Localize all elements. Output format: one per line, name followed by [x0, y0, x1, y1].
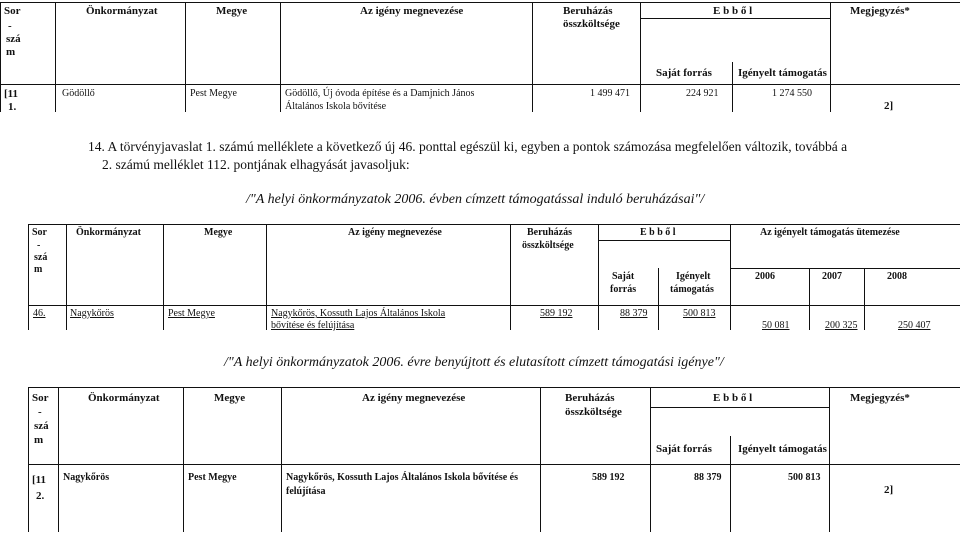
row-igeny-2: felújítása	[286, 486, 326, 497]
header-osszkoltseg-1: Beruházás	[527, 227, 572, 238]
header-year-2007: 2007	[822, 271, 842, 282]
row-megye: Pest Megye	[190, 88, 237, 99]
header-osszkoltseg-1: Beruházás	[565, 392, 615, 404]
header-megjegyzes: Megjegyzés*	[850, 5, 910, 17]
header-onkormanyzat: Önkormányzat	[88, 392, 160, 404]
header-igeny: Az igény megnevezése	[362, 392, 466, 404]
row-igeny-1: Nagykőrös, Kossuth Lajos Általános Iskola bővítése és	[286, 472, 518, 483]
row-sor-2: 1.	[8, 101, 17, 113]
row-onkormanyzat: Gödöllő	[62, 88, 95, 99]
header-sor-sza: szá	[6, 33, 21, 45]
header-megye: Megye	[216, 5, 248, 17]
header-sor-dash: -	[8, 20, 12, 32]
header-sor-dash: -	[38, 406, 42, 418]
header-sajat-2: forrás	[610, 284, 637, 295]
header-sor-sza: szá	[34, 252, 48, 263]
row-igenyelt: 500 813	[788, 472, 821, 483]
header-sajat-1: Saját	[612, 271, 635, 282]
header-sor: Sor	[4, 5, 21, 17]
row-osszkoltseg: 589 192	[540, 308, 573, 319]
row-igeny-2: bővítése és felújítása	[271, 320, 355, 331]
amendment-text-line-1: 14. A törvényjavaslat 1. számú melléklete a következő új 46. ponttal egészül ki, egyben a pontok számozása megfelelően változik, továbbá a	[88, 139, 848, 154]
row-igenyelt: 500 813	[683, 308, 716, 319]
header-sor-m: m	[34, 264, 43, 275]
row-sor-1: [11	[32, 474, 47, 486]
header-osszkoltseg-1: Beruházás	[563, 5, 613, 17]
header-sor-m: m	[34, 434, 44, 446]
amendment-text-line-2: 2. számú melléklet 112. pontjának elhagyását javasoljuk:	[102, 157, 410, 172]
row-megye: Pest Megye	[188, 472, 237, 483]
row-2007: 200 325	[825, 320, 858, 331]
header-osszkoltseg-2: összköltsége	[563, 18, 620, 30]
header-ebbol: E b b ő l	[713, 392, 753, 404]
header-sor-m: m	[6, 46, 16, 58]
header-megjegyzes: Megjegyzés*	[850, 392, 910, 404]
header-sor-dash: -	[37, 240, 41, 251]
header-utemezes: Az igényelt támogatás ütemezése	[760, 227, 900, 238]
header-igeny: Az igény megnevezése	[348, 227, 442, 238]
header-megye: Megye	[214, 392, 246, 404]
header-year-2008: 2008	[887, 271, 907, 282]
row-onkormanyzat: Nagykőrös	[70, 308, 114, 319]
header-ebbol: E b b ő l	[640, 227, 676, 238]
header-sor: Sor	[32, 227, 47, 238]
section-heading-2: /"A helyi önkormányzatok 2006. évre benyújtott és elutasított címzett támogatási igénye"/	[224, 355, 724, 370]
header-igenyelt-2: támogatás	[670, 284, 714, 295]
row-sajat: 88 379	[620, 308, 648, 319]
row-2008: 250 407	[898, 320, 931, 331]
row-megye: Pest Megye	[168, 308, 215, 319]
header-megye: Megye	[204, 227, 233, 238]
row-igeny-1: Gödöllő, Új óvoda építése és a Damjnich János	[285, 88, 475, 99]
row-osszkoltseg: 589 192	[592, 472, 625, 483]
header-igenyelt: Igényelt támogatás	[738, 67, 827, 79]
row-megjegyzes: 2]	[884, 100, 894, 112]
header-onkormanyzat: Önkormányzat	[86, 5, 158, 17]
header-igenyelt: Igényelt támogatás	[738, 443, 827, 455]
row-2006: 50 081	[762, 320, 790, 331]
header-osszkoltseg-2: összköltsége	[522, 240, 574, 251]
row-megjegyzes: 2]	[884, 484, 894, 496]
header-year-2006: 2006	[755, 271, 775, 282]
header-osszkoltseg-2: összköltsége	[565, 406, 622, 418]
row-sajat: 88 379	[694, 472, 722, 483]
row-sajat: 224 921	[686, 88, 719, 99]
row-igeny-2: Általános Iskola bővítése	[285, 101, 387, 112]
row-sor-2: 2.	[36, 490, 45, 502]
header-sor: Sor	[32, 392, 49, 404]
section-heading-1: /"A helyi önkormányzatok 2006. évben címzett támogatással induló beruházásai"/	[246, 192, 705, 207]
row-igenyelt: 1 274 550	[772, 88, 812, 99]
header-sajat: Saját forrás	[656, 67, 712, 79]
header-sajat: Saját forrás	[656, 443, 712, 455]
header-igeny: Az igény megnevezése	[360, 5, 464, 17]
header-onkormanyzat: Önkormányzat	[76, 227, 141, 238]
row-onkormanyzat: Nagykőrös	[63, 472, 110, 483]
row-sor-1: [11	[4, 88, 19, 100]
row-osszkoltseg: 1 499 471	[590, 88, 630, 99]
row-sor: 46.	[33, 308, 46, 319]
header-igenyelt-1: Igényelt	[676, 271, 711, 282]
header-ebbol: E b b ő l	[713, 5, 753, 17]
header-sor-sza: szá	[34, 420, 49, 432]
row-igeny-1: Nagykőrös, Kossuth Lajos Általános Iskola	[271, 308, 446, 319]
